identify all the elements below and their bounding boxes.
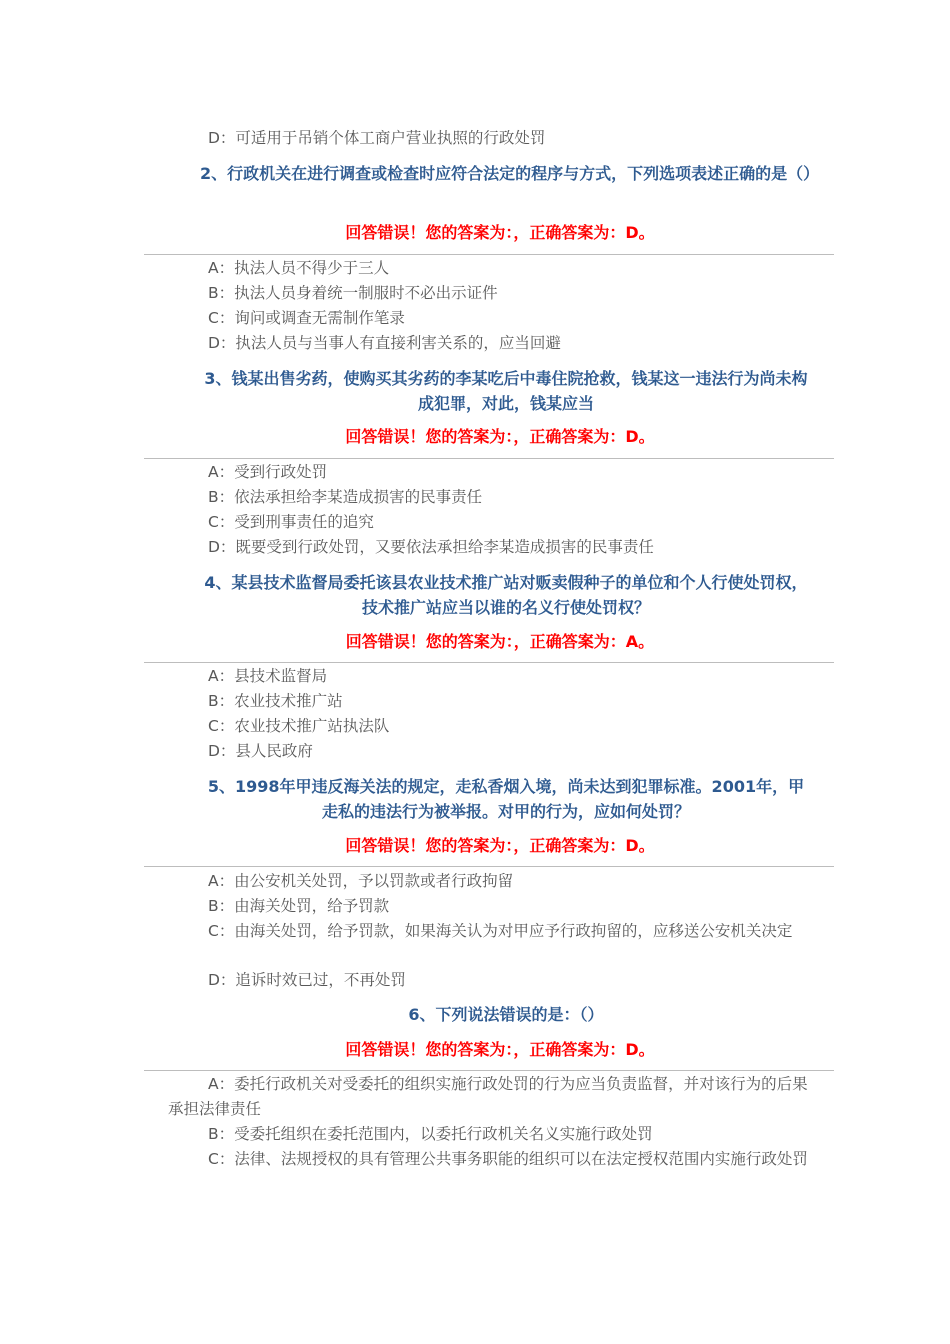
option-a-q6: A：委托行政机关对受委托的组织实施行政处罚的行为应当负责监督，并对该行为的后果承担法律责任 [168,1075,808,1118]
option-a-q5: A：由公安机关处罚，予以罚款或者行政拘留 [208,872,514,890]
divider [144,662,834,663]
option-b-q3: B：依法承担给李某造成损害的民事责任 [208,488,483,506]
option-d-q2: D：执法人员与当事人有直接利害关系的，应当回避 [208,334,561,352]
option-b-q6: B：受委托组织在委托范围内，以委托行政机关名义实施行政处罚 [208,1125,653,1143]
option-d-q3: D：既要受到行政处罚，又要依法承担给李某造成损害的民事责任 [208,538,654,556]
option-b-q4: B：农业技术推广站 [208,692,343,710]
option-c-q5: C：由海关处罚，给予罚款，如果海关认为对甲应予行政拘留的，应移送公安机关决定 [208,922,793,940]
option-a-q3: A：受到行政处罚 [208,463,328,481]
option-b-q5: B：由海关处罚，给予罚款 [208,897,390,915]
divider [144,458,834,459]
option-d-q5: D：追诉时效已过，不再处罚 [208,971,406,989]
option-a-q2: A：执法人员不得少于三人 [208,259,390,277]
option-c-q2: C：询问或调查无需制作笔录 [208,309,405,327]
option-c-q3: C：受到刑事责任的追究 [208,513,374,531]
question-6-title: 6、下列说法错误的是：（） [408,1005,604,1024]
question-6-result: 回答错误！您的答案为：，正确答案为：D。 [345,1040,655,1059]
question-2-title: 2、行政机关在进行调查或检查时应符合法定的程序与方式，下列选项表述正确的是（） [200,164,820,183]
option-d-q1: D：可适用于吊销个体工商户营业执照的行政处罚 [208,129,546,147]
option-c-q6: C：法律、法规授权的具有管理公共事务职能的组织可以在法定授权范围内实施行政处罚 [208,1150,808,1168]
question-3-title: 3、钱某出售劣药，使购买其劣药的李某吃后中毒住院抢救，钱某这一违法行为尚未构成犯罪，对此，钱某应当 [204,369,808,413]
question-5-result: 回答错误！您的答案为：，正确答案为：D。 [345,836,655,855]
question-4-result: 回答错误！您的答案为：，正确答案为：A。 [345,632,655,651]
option-b-q2: B：执法人员身着统一制服时不必出示证件 [208,284,498,302]
question-2-result: 回答错误！您的答案为：，正确答案为：D。 [345,223,655,242]
divider [144,1070,834,1071]
option-a-q4: A：县技术监督局 [208,667,328,685]
option-d-q4: D：县人民政府 [208,742,313,760]
option-c-q4: C：农业技术推广站执法队 [208,717,390,735]
divider [144,866,834,867]
question-4-title: 4、某县技术监督局委托该县农业技术推广站对贩卖假种子的单位和个人行使处罚权，技术推广站应当以谁的名义行使处罚权？ [204,573,808,617]
question-5-title: 5、1998年甲违反海关法的规定，走私香烟入境，尚未达到犯罪标准。2001年，甲走私的违法行为被举报。对甲的行为，应如何处罚？ [207,777,805,821]
question-3-result: 回答错误！您的答案为：，正确答案为：D。 [345,427,655,446]
divider [144,254,834,255]
